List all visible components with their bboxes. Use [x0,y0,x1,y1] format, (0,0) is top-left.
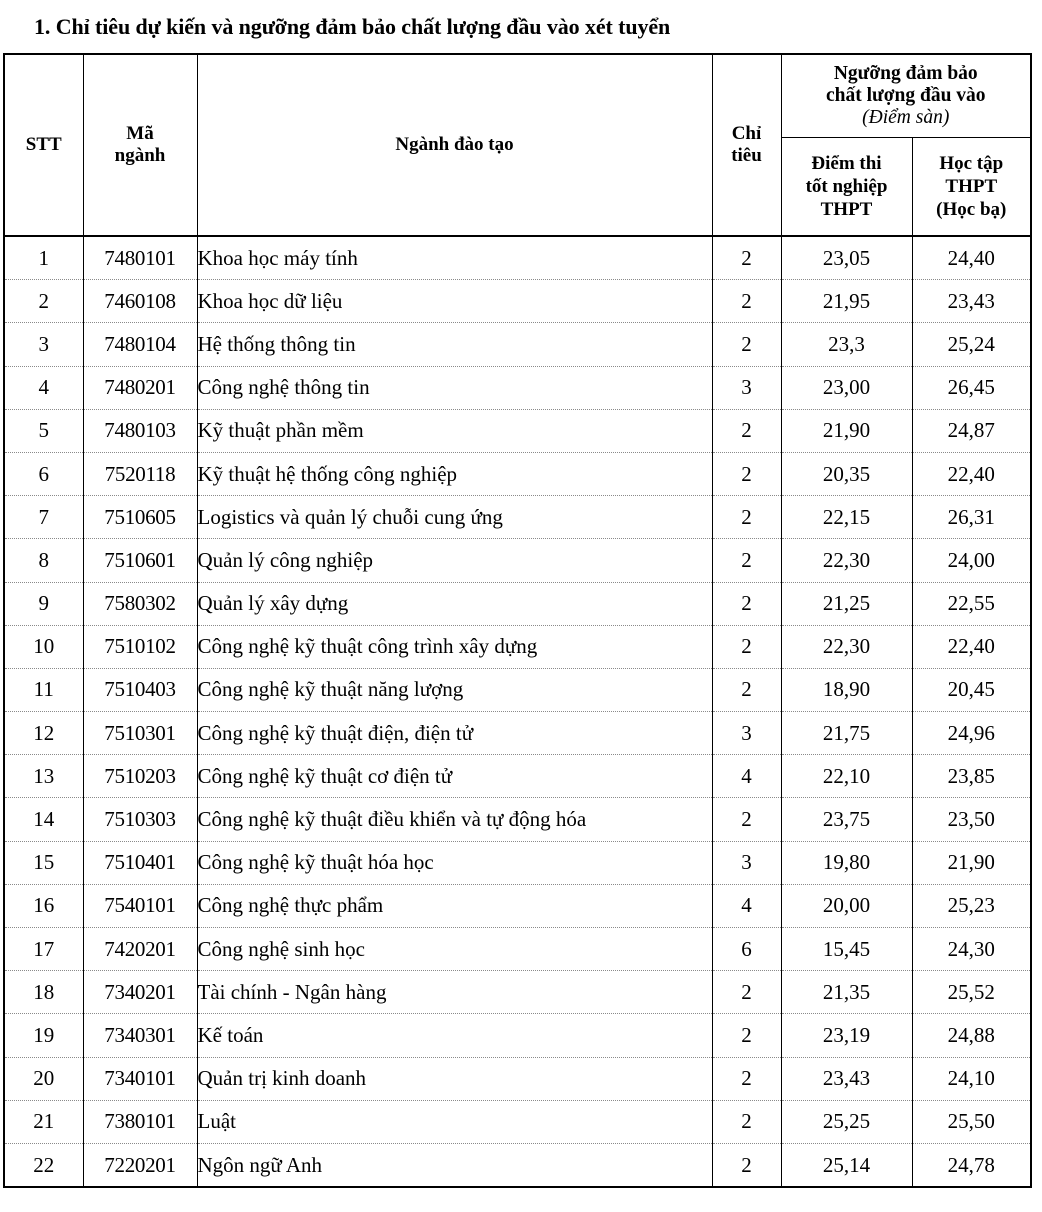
table-row [4,668,1031,711]
cell-academic-record: 24,96 [912,712,1031,755]
cell-stt: 10 [4,625,83,668]
cell-program-name: Kế toán [197,1014,712,1057]
table-header [4,54,1031,236]
table-row [4,323,1031,366]
cell-program-name: Công nghệ kỹ thuật năng lượng [197,668,712,711]
cell-program-code: 7220201 [83,1143,197,1187]
cell-quota: 2 [712,496,781,539]
header-stt [4,54,83,236]
cell-academic-record: 24,87 [912,409,1031,452]
table-row [4,409,1031,452]
cell-program-name: Kỹ thuật hệ thống công nghiệp [197,452,712,495]
cell-program-name: Công nghệ thông tin [197,366,712,409]
cell-program-name: Khoa học máy tính [197,236,712,280]
table-body [4,236,1031,1187]
table-row [4,452,1031,495]
cell-stt: 6 [4,452,83,495]
cell-academic-record: 21,90 [912,841,1031,884]
cell-quota: 2 [712,582,781,625]
cell-stt: 15 [4,841,83,884]
cell-quota: 3 [712,712,781,755]
cell-program-name: Tài chính - Ngân hàng [197,971,712,1014]
table-row [4,366,1031,409]
cell-academic-record: 23,50 [912,798,1031,841]
table-row [4,280,1031,323]
table-row [4,841,1031,884]
cell-quota: 2 [712,1014,781,1057]
cell-quota: 2 [712,625,781,668]
cell-stt: 11 [4,668,83,711]
header-threshold-group [781,54,1031,138]
cell-stt: 14 [4,798,83,841]
cell-academic-record: 26,31 [912,496,1031,539]
cell-program-name: Công nghệ kỹ thuật điện, điện tử [197,712,712,755]
table-row [4,798,1031,841]
cell-stt: 7 [4,496,83,539]
header-threshold-line2: chất lượng đầu vào [825,85,986,106]
header-quota-line2: tiêu [731,145,762,166]
cell-quota: 2 [712,236,781,280]
cell-stt: 12 [4,712,83,755]
cell-stt: 8 [4,539,83,582]
header-record-line1: Học tập [939,153,1004,174]
cell-academic-record: 22,40 [912,625,1031,668]
cell-program-code: 7510102 [83,625,197,668]
header-code-line2: ngành [114,145,166,166]
cell-exam-score: 15,45 [781,928,912,971]
cell-program-code: 7510301 [83,712,197,755]
header-threshold-note: (Điểm sàn) [862,107,950,128]
cell-program-name: Ngôn ngữ Anh [197,1143,712,1187]
header-record-line3: (Học bạ) [936,199,1007,220]
cell-program-name: Hệ thống thông tin [197,323,712,366]
cell-quota: 2 [712,452,781,495]
header-program-label: Ngành đào tạo [395,134,514,155]
cell-program-code: 7480104 [83,323,197,366]
cell-academic-record: 24,78 [912,1143,1031,1187]
cell-exam-score: 21,25 [781,582,912,625]
cell-quota: 4 [712,884,781,927]
table-row [4,712,1031,755]
cell-program-code: 7510401 [83,841,197,884]
cell-program-name: Công nghệ kỹ thuật cơ điện tử [197,755,712,798]
cell-program-code: 7420201 [83,928,197,971]
cell-exam-score: 22,15 [781,496,912,539]
cell-exam-score: 22,30 [781,625,912,668]
cell-exam-score: 23,3 [781,323,912,366]
cell-quota: 3 [712,366,781,409]
cell-quota: 6 [712,928,781,971]
cell-academic-record: 25,23 [912,884,1031,927]
cell-quota: 2 [712,409,781,452]
cell-program-name: Công nghệ thực phẩm [197,884,712,927]
table-row [4,625,1031,668]
cell-exam-score: 23,00 [781,366,912,409]
cell-program-code: 7460108 [83,280,197,323]
cell-academic-record: 24,10 [912,1057,1031,1100]
cell-exam-score: 21,75 [781,712,912,755]
cell-program-name: Quản trị kinh doanh [197,1057,712,1100]
table-row [4,1014,1031,1057]
cell-exam-score: 23,05 [781,236,912,280]
cell-exam-score: 19,80 [781,841,912,884]
cell-quota: 2 [712,1100,781,1143]
cell-exam-score: 21,35 [781,971,912,1014]
table-row [4,582,1031,625]
table-row [4,1100,1031,1143]
cell-stt: 19 [4,1014,83,1057]
cell-academic-record: 25,24 [912,323,1031,366]
cell-academic-record: 23,43 [912,280,1031,323]
cell-stt: 3 [4,323,83,366]
cell-quota: 2 [712,1143,781,1187]
cell-program-code: 7480103 [83,409,197,452]
cell-stt: 13 [4,755,83,798]
cell-program-code: 7580302 [83,582,197,625]
cell-program-name: Công nghệ kỹ thuật hóa học [197,841,712,884]
admission-quota-table [3,53,1032,1188]
header-exam-line3: THPT [820,199,873,220]
cell-program-code: 7510601 [83,539,197,582]
cell-stt: 20 [4,1057,83,1100]
header-stt-label: STT [25,134,62,155]
cell-stt: 4 [4,366,83,409]
cell-stt: 22 [4,1143,83,1187]
header-program-name [197,54,712,236]
cell-program-code: 7380101 [83,1100,197,1143]
cell-quota: 2 [712,323,781,366]
cell-exam-score: 23,43 [781,1057,912,1100]
cell-quota: 2 [712,1057,781,1100]
cell-academic-record: 24,30 [912,928,1031,971]
cell-academic-record: 24,00 [912,539,1031,582]
header-exam-line2: tốt nghiệp [805,176,888,197]
cell-academic-record: 26,45 [912,366,1031,409]
cell-exam-score: 23,75 [781,798,912,841]
cell-academic-record: 24,40 [912,236,1031,280]
table-row [4,755,1031,798]
cell-program-name: Quản lý công nghiệp [197,539,712,582]
cell-program-code: 7510203 [83,755,197,798]
cell-program-code: 7340301 [83,1014,197,1057]
cell-stt: 9 [4,582,83,625]
cell-academic-record: 25,50 [912,1100,1031,1143]
cell-quota: 3 [712,841,781,884]
table-row [4,496,1031,539]
cell-academic-record: 23,85 [912,755,1031,798]
cell-program-code: 7480201 [83,366,197,409]
cell-stt: 17 [4,928,83,971]
cell-program-name: Công nghệ sinh học [197,928,712,971]
table-row [4,539,1031,582]
cell-quota: 2 [712,668,781,711]
cell-exam-score: 18,90 [781,668,912,711]
cell-program-code: 7340201 [83,971,197,1014]
cell-program-name: Logistics và quản lý chuỗi cung ứng [197,496,712,539]
cell-stt: 21 [4,1100,83,1143]
table-row [4,236,1031,280]
cell-exam-score: 21,90 [781,409,912,452]
header-exam-score [781,138,912,237]
cell-academic-record: 20,45 [912,668,1031,711]
cell-quota: 2 [712,798,781,841]
cell-quota: 4 [712,755,781,798]
section-title: 1. Chỉ tiêu dự kiến và ngưỡng đảm bảo chất lượng đầu vào xét tuyển [34,14,671,39]
cell-exam-score: 20,35 [781,452,912,495]
table-row [4,884,1031,927]
cell-academic-record: 25,52 [912,971,1031,1014]
table-row [4,1057,1031,1100]
header-quota-line1: Chỉ [731,123,762,144]
cell-program-code: 7340101 [83,1057,197,1100]
cell-stt: 5 [4,409,83,452]
cell-stt: 1 [4,236,83,280]
cell-exam-score: 23,19 [781,1014,912,1057]
cell-program-code: 7510303 [83,798,197,841]
cell-program-code: 7480101 [83,236,197,280]
cell-exam-score: 25,14 [781,1143,912,1187]
cell-quota: 2 [712,971,781,1014]
table-row [4,1143,1031,1187]
cell-program-name: Khoa học dữ liệu [197,280,712,323]
cell-quota: 2 [712,539,781,582]
cell-exam-score: 20,00 [781,884,912,927]
header-exam-line1: Điểm thi [811,153,882,174]
cell-academic-record: 22,40 [912,452,1031,495]
header-program-code [83,54,197,236]
cell-program-code: 7510605 [83,496,197,539]
cell-exam-score: 25,25 [781,1100,912,1143]
cell-quota: 2 [712,280,781,323]
header-code-line1: Mã [126,123,154,144]
cell-program-name: Công nghệ kỹ thuật điều khiển và tự động hóa [197,798,712,841]
cell-exam-score: 22,30 [781,539,912,582]
header-quota [712,54,781,236]
cell-program-code: 7540101 [83,884,197,927]
cell-academic-record: 24,88 [912,1014,1031,1057]
cell-exam-score: 22,10 [781,755,912,798]
table-row [4,971,1031,1014]
cell-program-name: Công nghệ kỹ thuật công trình xây dựng [197,625,712,668]
header-threshold-line1: Ngưỡng đảm bảo [833,63,978,84]
table-row [4,928,1031,971]
cell-stt: 18 [4,971,83,1014]
cell-stt: 16 [4,884,83,927]
cell-program-name: Kỹ thuật phần mềm [197,409,712,452]
cell-program-code: 7520118 [83,452,197,495]
cell-program-code: 7510403 [83,668,197,711]
cell-program-name: Luật [197,1100,712,1143]
cell-exam-score: 21,95 [781,280,912,323]
header-record-line2: THPT [945,176,998,197]
cell-academic-record: 22,55 [912,582,1031,625]
cell-program-name: Quản lý xây dựng [197,582,712,625]
cell-stt: 2 [4,280,83,323]
header-academic-record [912,138,1031,237]
